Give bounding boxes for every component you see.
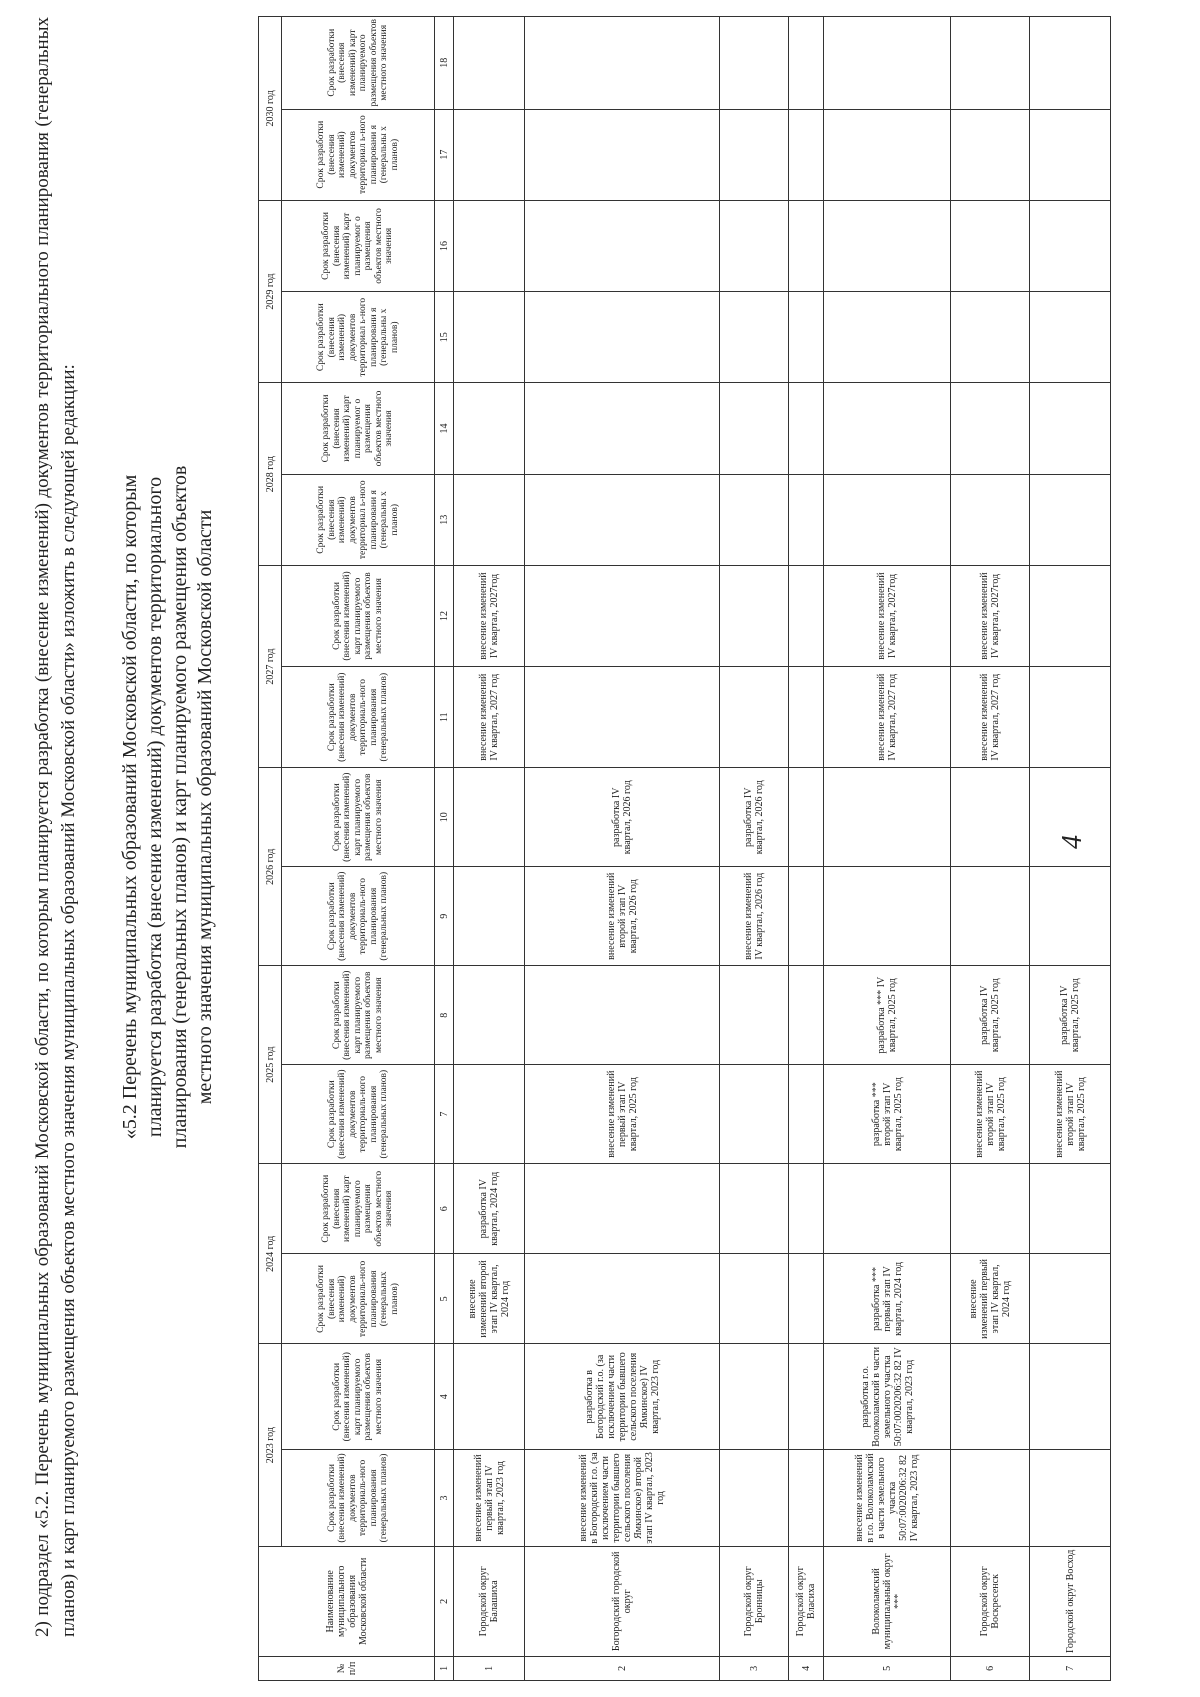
table-cell	[789, 966, 824, 1065]
column-number: 11	[435, 667, 454, 768]
column-number: 3	[435, 1450, 454, 1547]
table-cell	[454, 17, 525, 110]
table-cell	[525, 966, 720, 1065]
intro-paragraph: 2) подраздел «5.2. Перечень муниципальных образований Московской области, по которым планируется разработка (внесение изменений) документов территориального планирования (генеральных планов) и карт планируемого размещения объектов местного значения муниципальных образований Московской области» изложить в следующей редакции:	[32, 17, 79, 1637]
municipality-name: Городской округ Бронницы	[720, 1546, 789, 1656]
table-cell	[720, 383, 789, 474]
table-cell: разработка в Богородский г.о. (за исключением части территории бывшего сельского поселения Ямкинское) IV квартал, 2023 год	[525, 1344, 720, 1450]
table-cell: внесение изменений второй этап IV квартал, 2025 год	[951, 1065, 1030, 1164]
table-cell	[824, 768, 951, 867]
table-cell	[789, 109, 824, 200]
table-cell: разработка IV квартал, 2025 год	[1030, 966, 1111, 1065]
municipality-name: Городской округ Восход	[1030, 1546, 1111, 1656]
table-cell	[789, 1164, 824, 1254]
header-doc-term: Срок разработки (внесения изменений) документов территориаль-ного планирования (генеральных планов)	[282, 1065, 435, 1164]
table-cell: внесение изменений первый этап IV квартал, 2023 год	[454, 1450, 525, 1547]
table-cell	[789, 383, 824, 474]
table-cell	[720, 1450, 789, 1547]
table-cell: разработка IV квартал, 2025 год	[951, 966, 1030, 1065]
column-number: 16	[435, 200, 454, 291]
table-cell: внесение изменений второй этап IV квартал, 2024 год	[454, 1254, 525, 1344]
header-year-2030: 2030 год	[259, 17, 282, 201]
table-row	[1030, 17, 1111, 1681]
header-year-2025: 2025 год	[259, 966, 282, 1164]
table-cell	[525, 1254, 720, 1344]
table-cell	[720, 17, 789, 110]
table-cell	[1030, 768, 1111, 867]
table-cell	[454, 474, 525, 565]
table-row	[824, 17, 951, 1681]
table-cell: внесение изменений IV квартал, 2027год	[824, 565, 951, 666]
column-number: 15	[435, 292, 454, 383]
table-cell	[1030, 1344, 1111, 1450]
header-doc-term: Срок разработки (внесения изменений) документов территориал ь-ного планировани я (генеральны х планов)	[282, 292, 435, 383]
table-cell	[951, 1450, 1030, 1547]
header-year-2026: 2026 год	[259, 768, 282, 966]
table-cell	[951, 200, 1030, 291]
table-cell	[1030, 667, 1111, 768]
table-cell: внесение изменений IV квартал, 2027 год	[951, 667, 1030, 768]
table-cell	[525, 292, 720, 383]
row-number: 5	[824, 1656, 951, 1680]
table-cell	[1030, 565, 1111, 666]
table-cell	[1030, 1254, 1111, 1344]
header-year-2024: 2024 год	[259, 1164, 282, 1344]
header-municipality: Наименование муниципального образования Московской области	[259, 1546, 435, 1656]
page-number: 4	[1057, 835, 1088, 849]
table-cell	[1030, 867, 1111, 966]
header-map-term: Срок разработки (внесения изменений) карт планируемого размещения объектов местного значения	[282, 17, 435, 110]
table-cell	[454, 1065, 525, 1164]
table-cell: внесение изменений первый этап IV квартал, 2025 год	[525, 1065, 720, 1164]
table-cell	[824, 109, 951, 200]
table-cell	[789, 200, 824, 291]
table-cell	[951, 383, 1030, 474]
table-cell	[951, 867, 1030, 966]
table-cell	[720, 1164, 789, 1254]
header-map-term: Срок разработки (внесения изменений) карт планируемог о размещения объектов местного значения	[282, 383, 435, 474]
municipality-name: Богородский городской округ	[525, 1546, 720, 1656]
row-number: 4	[789, 1656, 824, 1680]
table-cell	[1030, 17, 1111, 110]
table-cell: разработка *** первый этап IV квартал, 2024 год	[824, 1254, 951, 1344]
column-number: 10	[435, 768, 454, 867]
table-cell	[789, 474, 824, 565]
row-number: 7	[1030, 1656, 1111, 1680]
table-cell: внесение изменений в Богородский г.о. (за исключением части территории бывшего сельского поселения Ямкинское) второй этап IV квартал, 2023 год	[525, 1450, 720, 1547]
table-cell	[525, 109, 720, 200]
table-row	[525, 17, 720, 1681]
table-cell	[454, 200, 525, 291]
row-number: 2	[525, 1656, 720, 1680]
table-cell	[789, 292, 824, 383]
header-doc-term: Срок разработки (внесения изменений) документов территориаль-ного планирования (генеральных планов)	[282, 1450, 435, 1547]
table-cell	[1030, 474, 1111, 565]
column-number: 18	[435, 17, 454, 110]
table-cell: разработка IV квартал, 2026 год	[525, 768, 720, 867]
header-year-2027: 2027 год	[259, 565, 282, 767]
table-cell	[454, 768, 525, 867]
municipality-name: Городской округ Балашиха	[454, 1546, 525, 1656]
table-cell	[824, 474, 951, 565]
header-year-2028: 2028 год	[259, 383, 282, 566]
column-number: 2	[435, 1546, 454, 1656]
column-number: 1	[435, 1656, 454, 1680]
table-cell	[525, 667, 720, 768]
header-number: № п/п	[259, 1656, 435, 1680]
municipality-name: Волоколамский муниципальный округ ***	[824, 1546, 951, 1656]
table-row	[454, 17, 525, 1681]
plan-table	[258, 16, 1111, 1681]
table-cell: внесение изменений IV квартал, 2027 год	[454, 667, 525, 768]
column-number: 8	[435, 966, 454, 1065]
table-cell	[789, 768, 824, 867]
table-cell	[720, 565, 789, 666]
table-cell	[454, 383, 525, 474]
table-cell	[789, 1254, 824, 1344]
column-number: 12	[435, 565, 454, 666]
table-cell	[789, 17, 824, 110]
table-row	[789, 17, 824, 1681]
municipality-name: Городской округ Воскресенск	[951, 1546, 1030, 1656]
row-number: 3	[720, 1656, 789, 1680]
table-cell: разработка *** второй этап IV квартал, 2025 год	[824, 1065, 951, 1164]
table-cell: разработка IV квартал, 2024 год	[454, 1164, 525, 1254]
table-cell: внесение изменений IV квартал, 2027год	[951, 565, 1030, 666]
table-cell	[1030, 109, 1111, 200]
table-cell	[525, 565, 720, 666]
column-number: 9	[435, 867, 454, 966]
table-cell	[789, 667, 824, 768]
table-cell	[454, 1344, 525, 1450]
column-number: 4	[435, 1344, 454, 1450]
header-map-term: Срок разработки (внесения изменений) карт планируемого размещения объектов местного значения	[282, 768, 435, 867]
table-cell	[951, 474, 1030, 565]
header-year-2029: 2029 год	[259, 200, 282, 383]
table-cell	[720, 292, 789, 383]
header-doc-term: Срок разработки (внесения изменений) документов территориаль-ного планирования (генеральных планов)	[282, 1254, 435, 1344]
header-doc-term: Срок разработки (внесения изменений) документов территориаль-ного планирования (генеральных планов)	[282, 867, 435, 966]
table-cell	[824, 867, 951, 966]
table-cell	[789, 867, 824, 966]
table-cell: внесение изменений IV квартал, 2027 год	[824, 667, 951, 768]
column-number: 17	[435, 109, 454, 200]
table-cell	[454, 867, 525, 966]
table-cell	[454, 292, 525, 383]
table-cell	[454, 109, 525, 200]
table-cell	[824, 1164, 951, 1254]
table-cell: внесение изменений первый этап IV квартал, 2024 год	[951, 1254, 1030, 1344]
table-cell	[789, 1344, 824, 1450]
table-cell	[1030, 1164, 1111, 1254]
table-cell	[951, 1344, 1030, 1450]
column-number: 7	[435, 1065, 454, 1164]
row-number: 6	[951, 1656, 1030, 1680]
table-cell: разработка IV квартал, 2026 год	[720, 768, 789, 867]
header-map-term: Срок разработки (внесения изменений) карт планируемог о размещения объектов местного значения	[282, 200, 435, 291]
header-map-term: Срок разработки (внесения изменений) карт планируемого размещения объектов местного значения	[282, 1164, 435, 1254]
municipality-name: Городской округ Власиха	[789, 1546, 824, 1656]
table-cell: внесение изменений IV квартал, 2027год	[454, 565, 525, 666]
header-doc-term: Срок разработки (внесения изменений) документов территориал ь-ного планировани я (генеральны х планов)	[282, 474, 435, 565]
column-number: 13	[435, 474, 454, 565]
table-cell	[720, 1065, 789, 1164]
table-cell: внесение изменений IV квартал, 2026 год	[720, 867, 789, 966]
table-cell	[454, 966, 525, 1065]
table-cell	[789, 1065, 824, 1164]
column-number: 14	[435, 383, 454, 474]
table-cell	[525, 383, 720, 474]
table-cell	[1030, 1450, 1111, 1547]
table-cell: внесение изменений в г.о. Волоколамский в части земельного участка 50:07:0020206:32 82 IV квартал, 2023 год	[824, 1450, 951, 1547]
table-cell	[824, 200, 951, 291]
table-cell: разработка *** IV квартал, 2025 год	[824, 966, 951, 1065]
column-number: 6	[435, 1164, 454, 1254]
header-doc-term: Срок разработки (внесения изменений) документов территориаль-ного планирования (генеральных планов)	[282, 667, 435, 768]
header-map-term: Срок разработки (внесения изменений) карт планируемого размещения объектов местного значения	[282, 1344, 435, 1450]
table-cell	[525, 200, 720, 291]
table-cell	[1030, 200, 1111, 291]
table-cell	[525, 1164, 720, 1254]
table-cell	[789, 1450, 824, 1547]
table-cell: внесение изменений второй этап IV квартал, 2025 год	[1030, 1065, 1111, 1164]
table-cell	[951, 109, 1030, 200]
section-title: «5.2 Перечень муниципальных образований Московской области, по которым планируется разработка (внесение изменений) документов территориального планирования (генеральных планов) и карт планируемого размещения объектов местного значения муниципальных образований Московской области	[119, 465, 216, 1149]
table-cell	[720, 1254, 789, 1344]
table-cell	[525, 17, 720, 110]
table-cell	[720, 667, 789, 768]
table-cell	[951, 768, 1030, 867]
table-row	[951, 17, 1030, 1681]
table-cell	[720, 109, 789, 200]
column-number: 5	[435, 1254, 454, 1344]
header-doc-term: Срок разработки (внесения изменений) документов территориал ь-ного планировани я (генеральны х планов)	[282, 109, 435, 200]
table-cell	[720, 474, 789, 565]
table-cell	[824, 17, 951, 110]
table-cell	[951, 17, 1030, 110]
table-cell	[824, 292, 951, 383]
table-cell	[720, 966, 789, 1065]
table-cell	[1030, 383, 1111, 474]
table-cell	[1030, 292, 1111, 383]
table-cell: внесение изменений второй этап IV квартал, 2026 год	[525, 867, 720, 966]
table-cell	[824, 383, 951, 474]
table-cell	[720, 1344, 789, 1450]
table-cell	[951, 1164, 1030, 1254]
table-cell	[525, 474, 720, 565]
table-row	[720, 17, 789, 1681]
table-cell	[789, 565, 824, 666]
table-cell	[951, 292, 1030, 383]
header-map-term: Срок разработки (внесения изменений) карт планируемого размещения объектов местного значения	[282, 966, 435, 1065]
row-number: 1	[454, 1656, 525, 1680]
header-map-term: Срок разработки (внесения изменений) карт планируемого размещения объектов местного значения	[282, 565, 435, 666]
table-cell	[720, 200, 789, 291]
table-cell: разработка г.о. Волоколамский в части земельного участка 50:07:0020206:32 82 IV квартал, 2023 год	[824, 1344, 951, 1450]
header-year-2023: 2023 год	[259, 1344, 282, 1546]
